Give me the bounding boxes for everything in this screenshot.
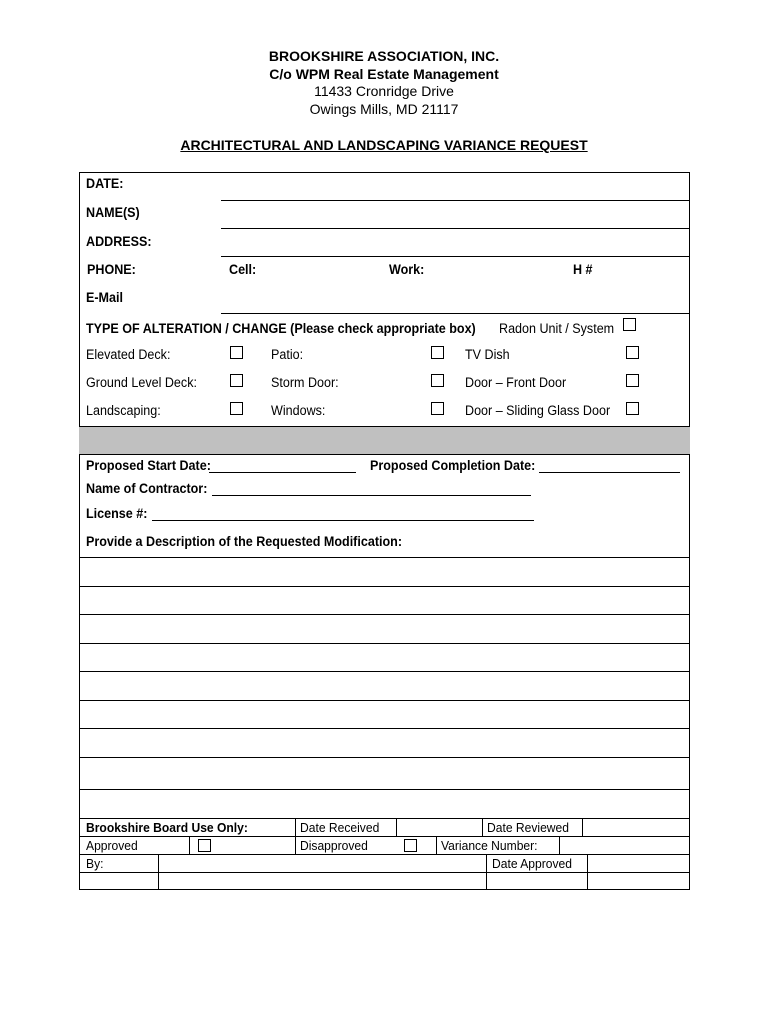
board-row-line bbox=[79, 872, 690, 873]
start-date-field[interactable] bbox=[209, 472, 356, 473]
disapproved-checkbox[interactable] bbox=[404, 839, 417, 852]
windows-label: Windows: bbox=[271, 403, 326, 418]
description-line[interactable] bbox=[79, 700, 690, 701]
work-label: Work: bbox=[389, 262, 425, 277]
by-label: By: bbox=[86, 856, 104, 871]
ground-deck-checkbox[interactable] bbox=[230, 374, 243, 387]
names-label: NAME(S) bbox=[86, 205, 140, 220]
address-field[interactable] bbox=[221, 256, 690, 257]
date-received-label: Date Received bbox=[300, 820, 380, 835]
radon-checkbox[interactable] bbox=[623, 318, 636, 331]
phone-divider bbox=[689, 256, 690, 284]
start-date-label: Proposed Start Date: bbox=[86, 458, 211, 473]
org-name: BROOKSHIRE ASSOCIATION, INC. bbox=[268, 48, 500, 64]
board-use-only-label: Brookshire Board Use Only: bbox=[86, 820, 248, 835]
ground-deck-label: Ground Level Deck: bbox=[86, 375, 197, 390]
board-col-line bbox=[587, 854, 588, 890]
city-state-zip: Owings Mills, MD 21117 bbox=[309, 101, 459, 117]
elevated-deck-label: Elevated Deck: bbox=[86, 347, 171, 362]
contractor-field[interactable] bbox=[212, 495, 531, 496]
date-field[interactable] bbox=[221, 200, 690, 201]
board-col-line bbox=[486, 854, 487, 890]
completion-date-label: Proposed Completion Date: bbox=[370, 458, 536, 473]
board-table-top bbox=[79, 818, 690, 819]
form-frame bbox=[79, 172, 690, 890]
approved-checkbox[interactable] bbox=[198, 839, 211, 852]
description-line[interactable] bbox=[79, 757, 690, 758]
elevated-deck-checkbox[interactable] bbox=[230, 346, 243, 359]
section-divider-band bbox=[79, 426, 690, 455]
tv-dish-checkbox[interactable] bbox=[626, 346, 639, 359]
board-col-line bbox=[482, 818, 483, 836]
date-approved-label: Date Approved bbox=[492, 856, 572, 871]
date-label: DATE: bbox=[86, 176, 124, 191]
description-line[interactable] bbox=[79, 789, 690, 790]
email-field[interactable] bbox=[221, 313, 690, 314]
description-line[interactable] bbox=[79, 586, 690, 587]
sliding-door-checkbox[interactable] bbox=[626, 402, 639, 415]
names-field[interactable] bbox=[221, 228, 690, 229]
board-col-line bbox=[295, 818, 296, 854]
description-line[interactable] bbox=[79, 614, 690, 615]
patio-checkbox[interactable] bbox=[431, 346, 444, 359]
approved-label: Approved bbox=[86, 838, 138, 853]
disapproved-label: Disapproved bbox=[300, 838, 368, 853]
board-row-line bbox=[79, 854, 690, 855]
alteration-heading: TYPE OF ALTERATION / CHANGE (Please check appropriate box) bbox=[86, 321, 476, 336]
front-door-label: Door – Front Door bbox=[465, 375, 567, 390]
cell-label: Cell: bbox=[229, 262, 257, 277]
date-reviewed-label: Date Reviewed bbox=[487, 820, 569, 835]
front-door-checkbox[interactable] bbox=[626, 374, 639, 387]
board-col-line bbox=[396, 818, 397, 836]
landscaping-checkbox[interactable] bbox=[230, 402, 243, 415]
landscaping-label: Landscaping: bbox=[86, 403, 161, 418]
form-title: ARCHITECTURAL AND LANDSCAPING VARIANCE REQUEST bbox=[180, 137, 588, 153]
windows-checkbox[interactable] bbox=[431, 402, 444, 415]
care-of: C/o WPM Real Estate Management bbox=[269, 66, 499, 82]
storm-door-label: Storm Door: bbox=[271, 375, 339, 390]
radon-label: Radon Unit / System bbox=[499, 321, 615, 336]
email-label: E-Mail bbox=[86, 290, 123, 305]
description-label: Provide a Description of the Requested Modification: bbox=[86, 534, 403, 549]
contractor-label: Name of Contractor: bbox=[86, 481, 208, 496]
board-row-line bbox=[79, 836, 690, 837]
phone-label: PHONE: bbox=[87, 262, 136, 277]
description-line[interactable] bbox=[79, 557, 690, 558]
board-col-line bbox=[158, 854, 159, 890]
board-col-line bbox=[582, 818, 583, 836]
board-col-line bbox=[189, 836, 190, 854]
storm-door-checkbox[interactable] bbox=[431, 374, 444, 387]
board-col-line bbox=[559, 836, 560, 854]
license-field[interactable] bbox=[152, 520, 534, 521]
home-phone-label: H # bbox=[573, 262, 593, 277]
board-col-line bbox=[436, 836, 437, 854]
tv-dish-label: TV Dish bbox=[465, 347, 510, 362]
description-line[interactable] bbox=[79, 643, 690, 644]
variance-number-label: Variance Number: bbox=[441, 838, 538, 853]
address-label: ADDRESS: bbox=[86, 234, 152, 249]
description-line[interactable] bbox=[79, 728, 690, 729]
completion-date-field[interactable] bbox=[539, 472, 680, 473]
description-line[interactable] bbox=[79, 671, 690, 672]
sliding-door-label: Door – Sliding Glass Door bbox=[465, 403, 611, 418]
street-address: 11433 Cronridge Drive bbox=[314, 83, 454, 99]
license-label: License #: bbox=[86, 506, 148, 521]
patio-label: Patio: bbox=[271, 347, 304, 362]
